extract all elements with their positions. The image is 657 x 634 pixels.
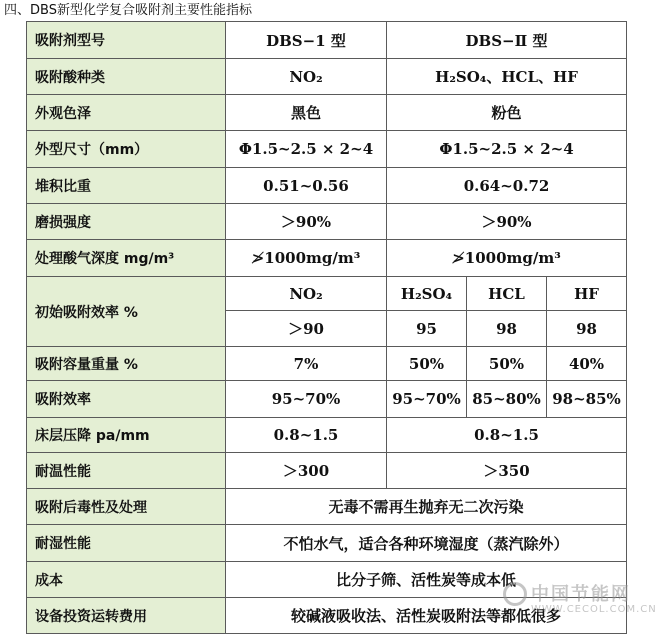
investment-value: 较碱液吸收法、活性炭吸附法等都低很多 (226, 598, 627, 634)
row-label-efficiency: 吸附效率 (27, 381, 226, 418)
init-eff-hcl: 98 (467, 311, 547, 347)
dbs1-depth: ≯1000mg/m³ (226, 240, 387, 277)
table-row (27, 204, 627, 240)
init-eff-no2: ＞90 (226, 311, 387, 347)
row-label-toxicity: 吸附后毒性及处理 (27, 489, 226, 525)
dbs1-pressure: 0.8~1.5 (226, 418, 387, 453)
dbs2-color: 粉色 (387, 95, 627, 131)
dbs1-wear: ＞90% (226, 204, 387, 240)
row-label-size: 外型尺寸（mm） (27, 131, 226, 168)
row-label-initial-efficiency: 初始吸附效率 % (27, 277, 226, 347)
dbs1-temp: ＞300 (226, 453, 387, 489)
row-label-color: 外观色泽 (27, 95, 226, 131)
table-row (27, 59, 627, 95)
dbs1-density: 0.51~0.56 (226, 168, 387, 204)
dbs2-density: 0.64~0.72 (387, 168, 627, 204)
row-label-wear: 磨损强度 (27, 204, 226, 240)
watermark-text-cn: 中国节能网 (531, 584, 631, 605)
table-row (27, 489, 627, 525)
capacity-hf: 40% (547, 347, 627, 381)
section-heading: 四、DBS新型化学复合吸附剂主要性能指标 (4, 3, 252, 18)
table-row (27, 598, 627, 634)
table-row (27, 95, 627, 131)
capacity-no2: 7% (226, 347, 387, 381)
header-hcl: HCL (467, 277, 547, 311)
table-row (27, 168, 627, 204)
dbs1-model: DBS−1 型 (226, 22, 387, 59)
row-label-model: 吸附剂型号 (27, 22, 226, 59)
dbs2-pressure: 0.8~1.5 (387, 418, 627, 453)
init-eff-hf: 98 (547, 311, 627, 347)
watermark-text-en: WWW.CECOL.COM.CN (531, 604, 657, 615)
dbs2-size: Φ1.5~2.5 × 2~4 (387, 131, 627, 168)
row-label-humidity: 耐湿性能 (27, 525, 226, 562)
dbs2-acid-type: H₂SO₄、HCL、HF (387, 59, 627, 95)
efficiency-h2so4: 95~70% (387, 381, 467, 418)
row-label-acid-type: 吸附酸种类 (27, 59, 226, 95)
table-row (27, 418, 627, 453)
toxicity-value: 无毒不需再生抛弃无二次污染 (226, 489, 627, 525)
table-row (27, 22, 627, 59)
row-label-investment: 设备投资运转费用 (27, 598, 226, 634)
humidity-value: 不怕水气，适合各种环境湿度（蒸汽除外） (226, 525, 627, 562)
dbs2-depth: ≯1000mg/m³ (387, 240, 627, 277)
efficiency-no2: 95~70% (226, 381, 387, 418)
row-label-density: 堆积比重 (27, 168, 226, 204)
row-label-capacity: 吸附容量重量 % (27, 347, 226, 381)
dbs2-temp: ＞350 (387, 453, 627, 489)
header-h2so4: H₂SO₄ (387, 277, 467, 311)
efficiency-hf: 98~85% (547, 381, 627, 418)
row-label-cost: 成本 (27, 562, 226, 598)
dbs1-acid-type: NO₂ (226, 59, 387, 95)
table-row (27, 347, 627, 381)
row-label-pressure: 床层压降 pa/mm (27, 418, 226, 453)
cost-value: 比分子筛、活性炭等成本低 (226, 562, 627, 598)
performance-table (26, 21, 627, 634)
capacity-hcl: 50% (467, 347, 547, 381)
table-row (27, 277, 627, 311)
row-label-depth: 处理酸气深度 mg/m³ (27, 240, 226, 277)
table-row (27, 562, 627, 598)
efficiency-hcl: 85~80% (467, 381, 547, 418)
header-hf: HF (547, 277, 627, 311)
table-row (27, 240, 627, 277)
header-no2: NO₂ (226, 277, 387, 311)
init-eff-h2so4: 95 (387, 311, 467, 347)
table-row (27, 525, 627, 562)
capacity-h2so4: 50% (387, 347, 467, 381)
dbs1-color: 黑色 (226, 95, 387, 131)
row-label-temp: 耐温性能 (27, 453, 226, 489)
table-row (27, 131, 627, 168)
dbs2-wear: ＞90% (387, 204, 627, 240)
table-row (27, 453, 627, 489)
dbs1-size: Φ1.5~2.5 × 2~4 (226, 131, 387, 168)
table-row (27, 381, 627, 418)
dbs2-model: DBS−Ⅱ 型 (387, 22, 627, 59)
